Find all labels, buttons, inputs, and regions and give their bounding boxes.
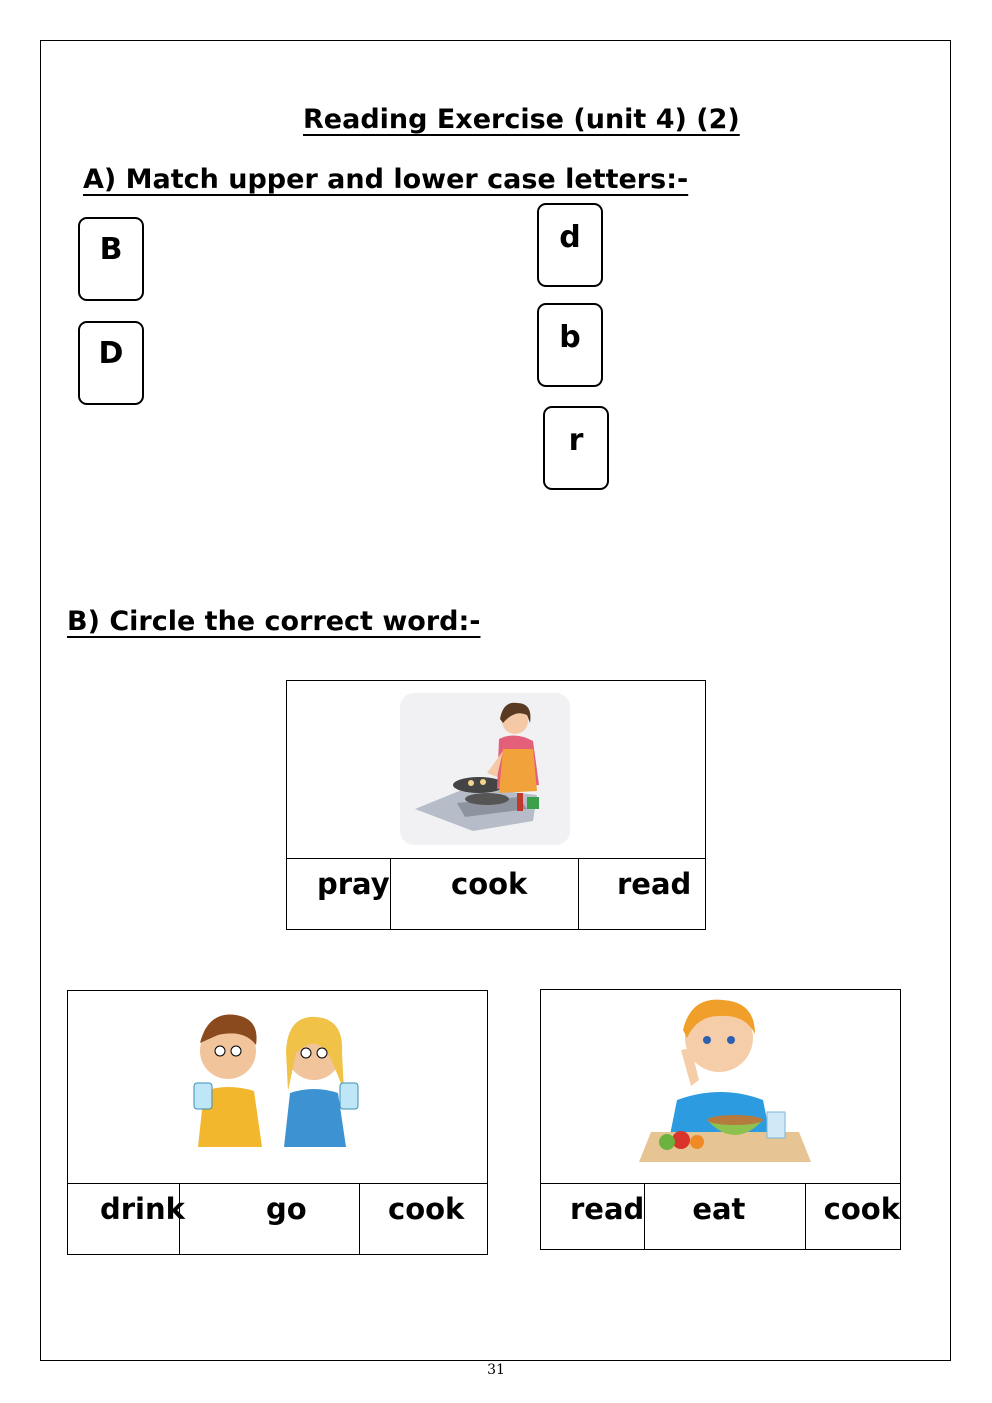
picture-area xyxy=(287,681,705,861)
word-choice-table xyxy=(67,990,488,1255)
woman-cooking-picture xyxy=(287,681,705,861)
word-choice-row xyxy=(541,1183,900,1249)
kids-drinking-picture xyxy=(68,991,487,1186)
word-option[interactable]: cook xyxy=(388,1192,465,1226)
section-b-heading: B) Circle the correct word:- xyxy=(67,606,481,637)
word-choice-table xyxy=(286,680,706,930)
lower-letter-box[interactable]: r xyxy=(543,406,609,490)
word-option[interactable]: drink xyxy=(68,1184,180,1254)
lower-letter-box[interactable]: d xyxy=(537,203,603,287)
boy-eating-picture xyxy=(541,990,900,1184)
section-a-heading: A) Match upper and lower case letters:- xyxy=(83,164,689,195)
word-choice-table xyxy=(540,989,901,1250)
word-option[interactable]: read xyxy=(617,867,692,901)
worksheet-title: Reading Exercise (unit 4) (2) xyxy=(303,104,740,135)
picture-area xyxy=(541,990,900,1184)
word-choice-row xyxy=(68,1183,487,1254)
word-option[interactable]: eat xyxy=(645,1184,805,1249)
word-choice-row xyxy=(287,858,705,929)
picture-area xyxy=(68,991,487,1186)
upper-letter-box[interactable]: D xyxy=(78,321,144,405)
lower-letter-box[interactable]: b xyxy=(537,303,603,387)
upper-letter-box[interactable]: B xyxy=(78,217,144,301)
word-option[interactable]: cook xyxy=(823,1192,900,1226)
word-option[interactable]: go xyxy=(180,1184,360,1254)
word-option[interactable]: read xyxy=(541,1184,645,1249)
word-option[interactable]: cook xyxy=(391,859,579,929)
page-number: 31 xyxy=(487,1362,505,1378)
word-option[interactable]: pray xyxy=(287,859,391,929)
